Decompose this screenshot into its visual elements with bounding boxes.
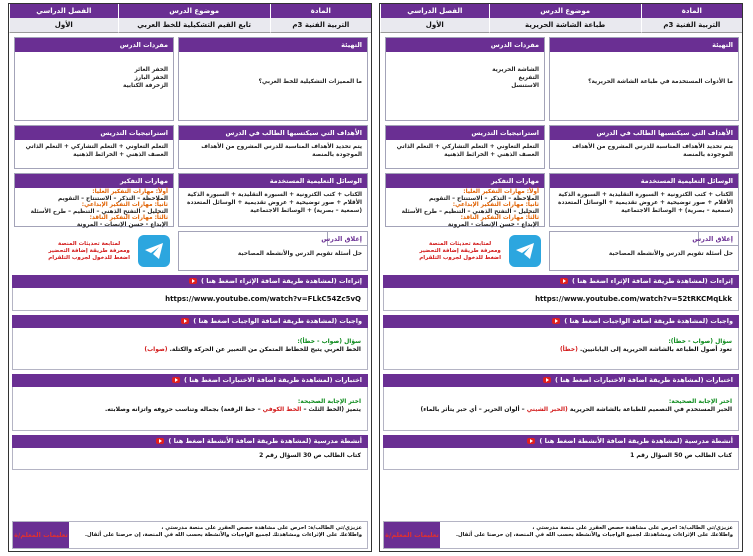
- youtube-icon[interactable]: [527, 438, 535, 444]
- intro-question: ما الأدوات المستخدمة في طباعة الشاشة الحريرية؟: [588, 79, 733, 85]
- subject-label: المادة: [270, 4, 371, 18]
- teacher-notes-text: عزيزي/تي الطالب/ة: احرص على مشاهدة حصص العقرر على منصة مدرستي ، واطلاعك على الإثراءات ومشاهدتك لجميع الواجبات والأنشطة بحسب الله في المنصة، إن حرصنا على أثقال.: [456, 525, 733, 538]
- close-box: [178, 231, 368, 271]
- subject-value: التربية الفنية 3م: [270, 18, 371, 33]
- thinking-text: أولاً: مهارات التفكير العليا: الملاحظة – التذكر – الاستنتاج – التقويم ثانياً: مهارات التفكير الإبداعي: التحليل – التفتح الذهني – التنظيم – طرح الأسئلة ثالثاً: مهارات التفكير الناقد: الإبداع - حسن الإنصات - المرونة: [401, 189, 539, 228]
- enrichment-url[interactable]: https://www.youtube.com/watch?v=FLkC54Zc5vQ: [12, 288, 368, 311]
- youtube-icon[interactable]: [189, 278, 197, 284]
- teacher-notes-title: تعليمات المعلم/ة: [13, 522, 69, 548]
- activities-link[interactable]: أنشطة مدرسية (لمشاهدة طريقة اضافة الأنشطة اضغط هنا ): [383, 435, 739, 448]
- youtube-icon[interactable]: [172, 377, 180, 383]
- homework-question: تعود أصول الطباعة بالشاشة الحريرية إلى اليابانيين. (خطأ): [559, 346, 732, 353]
- vocab-item: التفريغ: [518, 75, 539, 81]
- strategies-box: [385, 125, 545, 169]
- vocab-item: الشاشة الحريرية: [492, 67, 539, 73]
- homework-question-type: سؤال (صواب - خطأ):: [297, 338, 361, 345]
- close-text: حل أسئلة تقويم الدرس والأنشطة المصاحبة: [608, 251, 733, 257]
- enrichment-link[interactable]: إثراءات (لمشاهدة طريقة اضافة الإثراء اضغط هنا ): [12, 275, 368, 288]
- intro-box: [178, 37, 368, 121]
- tests-link[interactable]: اختبارات (لمشاهدة طريقة اضافة الاختبارات اضغط هنا ): [383, 374, 739, 387]
- objectives-text: يتم تحديد الأهداف المناسبة للدرس المشروح من الأهداف الموجودة بالمنصة: [572, 144, 733, 158]
- aids-box: [178, 173, 368, 227]
- teacher-notes: [12, 521, 368, 549]
- semester-label: الفصل الدراسي: [380, 4, 489, 18]
- aids-title: الوسائل التعليمية المستخدمة: [550, 174, 738, 188]
- vocab-item: الزخرفة الكتابية: [122, 83, 168, 89]
- homework-body: [383, 328, 739, 370]
- homework-link[interactable]: واجبات (لمشاهدة طريقة اضافة الواجبات اضغط هنا ): [383, 315, 739, 328]
- telegram-text[interactable]: لمتابعة تحديثات المنصة ومعرفة طريقة إضافة التحضير اضغط للدخول لجروب التلقرام: [419, 240, 501, 261]
- header-values: [380, 18, 742, 33]
- vocab-item: الاستنسل: [511, 83, 539, 89]
- teacher-notes-title: تعليمات المعلم/ة: [384, 522, 440, 548]
- lesson-topic-label: موضوع الدرس: [118, 4, 270, 18]
- test-question-type: اختر الإجابة الصحيحة:: [297, 398, 361, 405]
- objectives-box: [178, 125, 368, 169]
- objectives-box: [549, 125, 739, 169]
- youtube-icon[interactable]: [560, 278, 568, 284]
- thinking-title: مهارات التفكير: [15, 174, 173, 188]
- vocab-box: [14, 37, 174, 121]
- lesson-topic-value: طباعة الشاشة الحريرية: [489, 18, 641, 33]
- thinking-box: [385, 173, 545, 227]
- thinking-text: أولاً: مهارات التفكير العليا: الملاحظة – التذكر – الاستنتاج – التقويم ثانياً: مهارات التفكير الإبداعي: التحليل – التفتح الذهني – التنظيم – طرح الأسئلة ثالثاً: مهارات التفكير الناقد: الإبداع - حسن الإنصات - المرونة: [30, 189, 168, 228]
- teacher-notes: [383, 521, 739, 549]
- objectives-title: الأهداف التي سيكتسبها الطالب في الدرس: [550, 126, 738, 140]
- homework-body: [12, 328, 368, 370]
- activity-text: كتاب الطالب ص 30 السؤال رقم 2: [12, 448, 368, 470]
- aids-title: الوسائل التعليمية المستخدمة: [179, 174, 367, 188]
- telegram-icon[interactable]: [509, 235, 541, 267]
- tests-link[interactable]: اختبارات (لمشاهدة طريقة اضافة الاختبارات اضغط هنا ): [12, 374, 368, 387]
- test-question: الحبر المستخدم في التصميم للطباعة بالشاشة الحريرية (الحبر الشيني – ألوان الحرير – أي حبر يتأثر بالماء): [420, 406, 732, 413]
- test-question: يتميز (الخط الثلث – الخط الكوفي – خط الرقعة) بجماله وتناسب حروفه واتزانه وصلابته.: [105, 406, 361, 413]
- activities-link[interactable]: أنشطة مدرسية (لمشاهدة طريقة اضافة الأنشطة اضغط هنا ): [12, 435, 368, 448]
- strategies-text: التعلم التعاوني + التعلم التشاركي + التعلم الذاتي العصف الذهني + الخرائط الذهنية: [396, 144, 539, 158]
- lesson-topic-value: تابع القيم التشكيلية للخط العربي: [118, 18, 270, 33]
- telegram-icon[interactable]: [138, 235, 170, 267]
- youtube-icon[interactable]: [552, 318, 560, 324]
- objectives-text: يتم تحديد الأهداف المناسبة للدرس المشروح من الأهداف الموجودة بالمنصة: [201, 144, 362, 158]
- intro-question: ما المميزات التشكيلية للخط العربي؟: [258, 79, 362, 85]
- enrichment-link[interactable]: إثراءات (لمشاهدة طريقة اضافة الإثراء اضغط هنا ): [383, 275, 739, 288]
- header-labels: [9, 4, 371, 18]
- strategies-box: [14, 125, 174, 169]
- strategies-title: استراتيجيات التدريس: [15, 126, 173, 140]
- homework-question: الخط العربي يتيح للخطاط المتمكن من التعبير عن الحركة والكتلة. (صواب): [144, 346, 361, 353]
- close-text: حل أسئلة تقويم الدرس والأنشطة المصاحبة: [237, 251, 362, 257]
- telegram-promo[interactable]: [385, 231, 545, 271]
- telegram-text[interactable]: لمتابعة تحديثات المنصة ومعرفة طريقة إضافة التحضير اضغط للدخول لجروب التلقرام: [48, 240, 130, 261]
- semester-label: الفصل الدراسي: [9, 4, 118, 18]
- homework-question-type: سؤال (صواب - خطأ):: [668, 338, 732, 345]
- aids-text: الكتاب + كتب الكترونية + السبورة التقليدية + السبورة الذكية الأقلام + صور توضيحية + عروض تقديمية + الوسائل المتعددة (سمعية – بصرية) + الوسائط الاجتماعية: [558, 192, 733, 214]
- close-title: إغلاق الدرس: [698, 232, 738, 246]
- enrichment-url[interactable]: https://www.youtube.com/watch?v=52tRKCMqLkk: [383, 288, 739, 311]
- intro-box: [549, 37, 739, 121]
- semester-value: الأول: [380, 18, 489, 33]
- intro-title: التهيئة: [550, 38, 738, 52]
- teacher-notes-text: عزيزي/تي الطالب/ة: احرص على مشاهدة حصص العقرر على منصة مدرستي ، واطلاعك على الإثراءات ومشاهدتك لجميع الواجبات والأنشطة بحسب الله في المنصة، إن حرصنا على أثقال.: [85, 525, 362, 538]
- aids-text: الكتاب + كتب الكترونية + السبورة التقليدية + السبورة الذكية الأقلام + صور توضيحية + عروض تقديمية + الوسائل المتعددة (سمعية – بصرية) + الوسائط الاجتماعية: [187, 192, 362, 214]
- lesson-page-1: [379, 3, 743, 552]
- subject-label: المادة: [641, 4, 742, 18]
- header-labels: [380, 4, 742, 18]
- header-values: [9, 18, 371, 33]
- vocab-title: مفردات الدرس: [15, 38, 173, 52]
- lesson-topic-label: موضوع الدرس: [489, 4, 641, 18]
- strategies-text: التعلم التعاوني + التعلم التشاركي + التعلم الذاتي العصف الذهني + الخرائط الذهنية: [25, 144, 168, 158]
- lesson-page-2: [8, 3, 372, 552]
- intro-title: التهيئة: [179, 38, 367, 52]
- test-question-type: اختر الإجابة الصحيحة:: [668, 398, 732, 405]
- thinking-box: [14, 173, 174, 227]
- tests-body: [383, 387, 739, 431]
- close-title: إغلاق الدرس: [327, 232, 367, 246]
- youtube-icon[interactable]: [181, 318, 189, 324]
- youtube-icon[interactable]: [543, 377, 551, 383]
- homework-link[interactable]: واجبات (لمشاهدة طريقة اضافة الواجبات اضغط هنا ): [12, 315, 368, 328]
- aids-box: [549, 173, 739, 227]
- subject-value: التربية الفنية 3م: [641, 18, 742, 33]
- vocab-list: [15, 52, 173, 93]
- vocab-item: الحفر البارز: [134, 75, 168, 81]
- vocab-title: مفردات الدرس: [386, 38, 544, 52]
- semester-value: الأول: [9, 18, 118, 33]
- telegram-promo[interactable]: [14, 231, 174, 271]
- youtube-icon[interactable]: [156, 438, 164, 444]
- strategies-title: استراتيجيات التدريس: [386, 126, 544, 140]
- thinking-title: مهارات التفكير: [386, 174, 544, 188]
- tests-body: [12, 387, 368, 431]
- objectives-title: الأهداف التي سيكتسبها الطالب في الدرس: [179, 126, 367, 140]
- vocab-list: [386, 52, 544, 93]
- vocab-item: الحفر الغائر: [134, 67, 168, 73]
- vocab-box: [385, 37, 545, 121]
- activity-text: كتاب الطالب ص 50 السؤال رقم 1: [383, 448, 739, 470]
- close-box: [549, 231, 739, 271]
